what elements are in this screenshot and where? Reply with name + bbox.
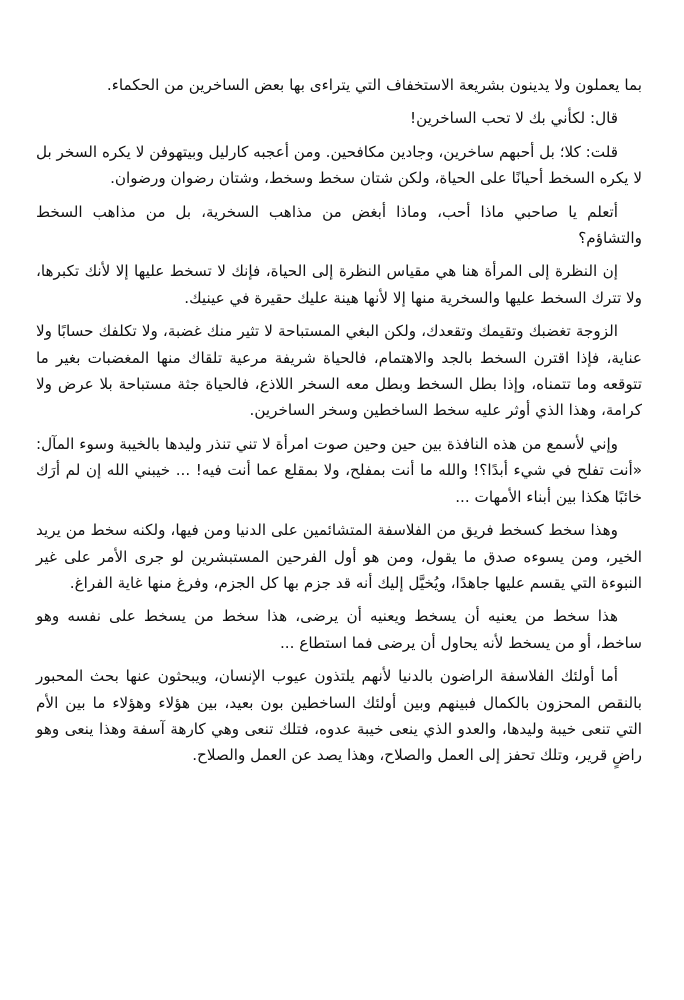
paragraph-question: أتعلم يا صاحبي ماذا أحب، وماذا أبغض من مذاهب السخرية، بل من مذاهب السخط والتشاؤم؟ [36, 202, 642, 248]
paragraph-woman-view: إن النظرة إلى المرأة هنا هي مقياس النظرة إلى الحياة، فإنك لا تسخط عليها إلا لأنك تكبرها، ولا تترك السخط عليها والسخرية منها إلا لأنها هينة عليك حقيرة في عينيك. [36, 262, 642, 307]
paragraph-dialogue-question: قال: لكأني بك لا تحب الساخرين! [409, 109, 618, 128]
paragraph-sakht-types: هذا سخط من يعنيه أن يسخط ويعنيه أن يرضى، هذا سخط من يسخط على نفسه وهو ساخط، أو من يسخط لأنه يحاول أن يرضى فما استطاع ... [36, 607, 642, 652]
paragraph-dialogue-answer: قلت: كلا؛ بل أحبهم ساخرين، وجادين مكافحين. ومن أعجبه كارليل وبيتهوفن لا يكره السخر بل لا يكره السخط أحيانًا على الحياة، ولكن شتان سخط وسخط، وشتان رضوان ورضوان. [35, 142, 642, 188]
paragraph-content-philosophers: أما أولئك الفلاسفة الراضون بالدنيا لأنهم يلتذون عيوب الإنسان، ويبحثون عنها بحث المحبور بالنقص المحزون بالكمال فبينهم وبين أولئك الساخطين بون بعيد، بين هؤلاء وهؤلاء ما بين الأم التي تنعى خيبة وليدها، والعدو الذي ينعى خيبة عدوه، فتلك تنعى وهي كارهة آسفة وهذا ينعى وهو راضٍ قرير، وتلك تحفز إلى العمل والصلاح، وهذا يصد عن العمل والصلاح. [36, 667, 642, 765]
paragraph-philosophers-sakht: وهذا سخط كسخط فريق من الفلاسفة المتشائمين على الدنيا ومن فيها، ولكنه سخط من يريد الخير، ومن يسوءه صدق ما يقول، ومن هو أول الفرحين المستبشرين لو جرى الأمر على غير النبوءة التي يقسم عليها جاهدًا، ويُخيَّل إليك أنه قد جزم بها كل الجزم، وفرغ منها غاية الفراغ. [36, 521, 642, 592]
paragraph-wife: الزوجة تغضبك وتقيمك وتقعدك، ولكن البغي المستباحة لا تثير منك غضبة، ولا تكلفك حسابًا ولا عناية، فإذا اقترن السخط بالجد والاهتمام، فالحياة شريفة مرعية تلقاك منها المغضبات بغير ما تتوقعه وما تتمناه، وإذا بطل السخط وبطل معه السخر اللاذع، فالحياة جثة مستباحة بلا عرض ولا كرامة، وهذا الذي أوثر عليه سخط الساخطين وسخر الساخرين. [36, 322, 642, 420]
paragraph-window-voice: وإني لأسمع من هذه النافذة بين حين وحين صوت امرأة لا تني تنذر وليدها بالخيبة وسوء المآل: «أنت تفلح في شيء أبدًا؟! والله ما أنت بمفلح، ولا بمقلع عما أنت فيه! ... خيبني الله إن لم أرَك خائبًا هكذا بين أبناء الأمهات ... [36, 434, 642, 506]
paragraph-continuation: بما يعملون ولا يدينون بشريعة الاستخفاف التي يتراءى بها بعض الساخرين من الحكماء. [106, 76, 642, 94]
